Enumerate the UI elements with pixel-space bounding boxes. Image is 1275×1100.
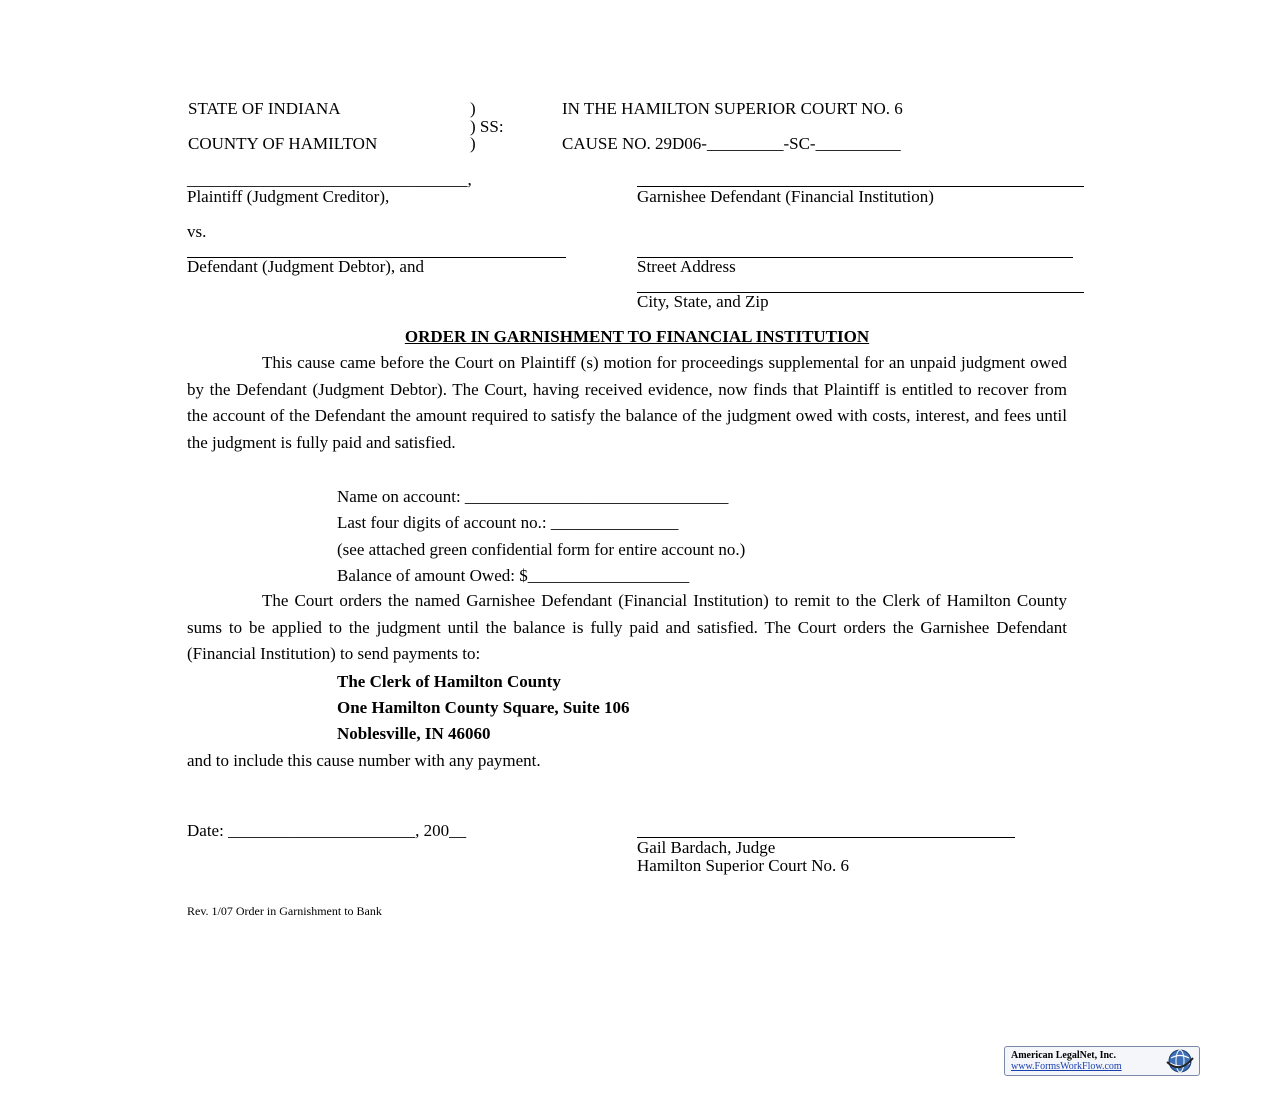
balance-owed: Balance of amount Owed: $___________________ — [337, 566, 690, 585]
street-label: Street Address — [637, 257, 736, 276]
caption-paren-bottom: ) — [470, 134, 476, 153]
badge-company: American LegalNet, Inc. — [1011, 1050, 1116, 1061]
garnishee-label: Garnishee Defendant (Financial Institution) — [637, 187, 934, 206]
document-title: ORDER IN GARNISHMENT TO FINANCIAL INSTITUTION — [404, 327, 870, 346]
clerk-address-line3: Noblesville, IN 46060 — [337, 724, 491, 743]
clerk-address-line2: One Hamilton County Square, Suite 106 — [337, 698, 630, 717]
date-line: Date: ______________________, 200__ — [187, 821, 467, 840]
judge-name: Gail Bardach, Judge — [637, 838, 776, 857]
revision-footer: Rev. 1/07 Order in Garnishment to Bank — [187, 904, 382, 918]
badge-url[interactable]: www.FormsWorkFlow.com — [1011, 1061, 1122, 1072]
legalnet-badge[interactable] — [1004, 1046, 1200, 1076]
caption-paren-top: ) — [470, 99, 476, 118]
county-label: COUNTY OF HAMILTON — [188, 134, 378, 153]
court-name: IN THE HAMILTON SUPERIOR COURT NO. 6 — [562, 99, 903, 118]
vs-label: vs. — [187, 222, 207, 241]
globe-icon — [1165, 1048, 1195, 1074]
city-label: City, State, and Zip — [637, 292, 769, 311]
plaintiff-blank: _________________________________, — [187, 170, 472, 189]
defendant-label: Defendant (Judgment Debtor), and — [187, 257, 424, 276]
findings-paragraph — [187, 350, 1067, 456]
plaintiff-label: Plaintiff (Judgment Creditor), — [187, 187, 390, 206]
judge-court: Hamilton Superior Court No. 6 — [637, 856, 850, 875]
clerk-address-line1: The Clerk of Hamilton County — [337, 672, 561, 691]
last-four-digits: Last four digits of account no.: _______________ — [337, 513, 679, 532]
state-label: STATE OF INDIANA — [188, 99, 341, 118]
caption-paren-ss: ) SS: — [470, 117, 504, 136]
closing-text: and to include this cause number with any payment. — [187, 751, 541, 770]
name-on-account: Name on account: _______________________________ — [337, 487, 729, 506]
cause-number: CAUSE NO. 29D06-_________-SC-__________ — [562, 134, 901, 153]
account-note: (see attached green confidential form for entire account no.) — [337, 540, 746, 559]
order-text: The Court orders the named Garnishee Defendant (Financial Institution) to remit to the Clerk of Hamilton County sums to be applied to the judgment until the balance is fully paid and satisfied. The Court orders the Garnishee Defendant (Financial Institution) to send payments to: — [187, 591, 1067, 664]
findings-text: This cause came before the Court on Plaintiff (s) motion for proceedings supplemental for an unpaid judgment owed by the Defendant (Judgment Debtor). The Court, having received evidence, now finds that Plaintiff is entitled to recover from the account of the Defendant the amount required to satisfy the balance of the judgment owed with costs, interest, and fees until the judgment is fully paid and satisfied. — [187, 353, 1067, 452]
order-paragraph — [187, 588, 1067, 668]
